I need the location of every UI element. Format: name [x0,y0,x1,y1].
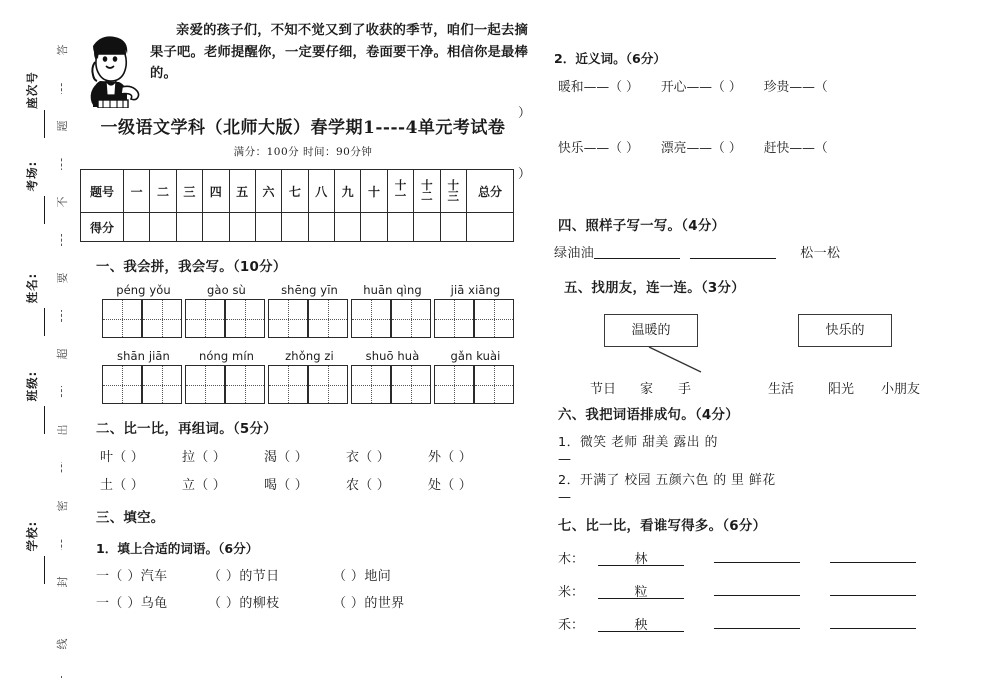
radical-label-2: 米： [558,585,585,601]
radical-blank-2b[interactable] [830,578,916,596]
seal-char-8: 封 [52,550,72,614]
compare-word-9[interactable]: 农（ ） [346,478,390,493]
fill-phrase-5[interactable]: （ ）的柳枝 [208,596,280,611]
radical-label-3: 禾： [558,618,585,634]
radical-given-3: 秧 [598,614,684,632]
score-col-4: 四 [203,170,229,213]
tianzige-cell[interactable] [351,365,391,404]
pinyin-2-5: gǎn kuài [450,349,501,363]
tianzige-pair-7[interactable] [185,365,265,404]
score-col-1: 一 [124,170,150,213]
paper-title: 一级语文学科（北师大版）春学期1----4单元考试卷 [100,118,506,138]
paper-subtitle: 满分：100分 时间：90分钟 [233,146,373,158]
score-col-5: 五 [229,170,255,213]
section-3-sub1-row-2 [96,592,528,611]
score-col-12-top: 十 [421,177,433,192]
compare-word-5[interactable]: 外（ ） [428,450,472,465]
seal-char-3: 不 [52,170,72,234]
score-col-11-bottom: 一 [394,189,407,203]
score-col-12 [414,170,440,213]
radical-given-2: 粒 [598,581,684,599]
score-cell-9[interactable] [335,213,361,242]
score-table-header-row [81,170,514,213]
tianzige-cell[interactable] [391,299,431,338]
tianzige-cell[interactable] [474,365,514,404]
radical-blank-1b[interactable] [830,545,916,563]
match-word-4[interactable]: 生活 [768,382,795,398]
tianzige-pair-6[interactable] [102,365,182,404]
synonym-6[interactable]: 赶快——（ [763,140,828,156]
section-2-row-2 [100,474,528,493]
pinyin-1-4: huān qìng [363,283,422,297]
section-3-sub1-row-1 [96,565,528,584]
section-7-heading: 七、比一比，看谁写得多。（6分） [558,519,767,535]
tianzige-cell[interactable] [434,365,474,404]
synonym-row-1-tail: ） [518,106,531,122]
section-7-row-3 [558,611,986,633]
cartoon-girl-icon [84,34,146,108]
tianzige-pair-1[interactable] [102,299,182,338]
score-row-label-2: 得分 [81,213,124,242]
section-1-pinyin-row-2 [102,349,528,363]
seal-char-2: 题 [52,94,72,158]
section-6-question-2[interactable]: 2．开满了 校园 五颜六色 的 里 鲜花 [558,473,776,489]
score-cell-7[interactable] [282,213,308,242]
compare-word-10[interactable]: 处（ ） [428,478,472,493]
score-col-3: 三 [176,170,202,213]
match-word-1[interactable]: 节日 [590,382,617,398]
score-col-total: 总分 [467,170,514,213]
pinyin-2-1: shān jiān [117,349,170,363]
section-1-grid-row-1 [102,299,528,338]
section-1-grid-row-2 [102,365,528,404]
synonym-1[interactable]: 暖和——（ ） [558,80,639,95]
margin-label-room: 考场: [25,160,39,192]
radical-blank-1a[interactable] [714,545,800,563]
seal-char-5: 超 [52,322,72,386]
score-col-8: 八 [308,170,334,213]
tianzige-pair-8[interactable] [268,365,348,404]
fill-phrase-2[interactable]: （ ）的节日 [208,569,280,584]
tianzige-cell[interactable] [102,365,142,404]
seal-char-6: 出 [52,398,72,462]
tianzige-cell[interactable] [102,299,142,338]
tianzige-cell[interactable] [268,365,308,404]
radical-label-1: 木： [558,552,585,568]
compare-word-6[interactable]: 土（ ） [100,478,144,493]
compare-word-8[interactable]: 喝（ ） [264,478,308,493]
section-6-question-1[interactable]: 1．微笑 老师 甜美 露出 的 [558,435,718,451]
synonym-3[interactable]: 珍贵——（ [763,80,828,95]
score-col-13 [440,170,467,213]
margin-label-seat: 座次号 [25,71,39,109]
tianzige-pair-5[interactable] [434,299,514,338]
compare-word-3[interactable]: 渴（ ） [264,450,308,465]
score-col-13-top: 十 [447,177,459,192]
tianzige-pair-10[interactable] [434,365,514,404]
radical-blank-3a[interactable] [714,611,800,629]
score-col-9: 九 [335,170,361,213]
pinyin-1-3: shēng yīn [281,283,338,297]
tianzige-pair-3[interactable] [268,299,348,338]
score-cell-10[interactable] [361,213,387,242]
score-cell-3[interactable] [176,213,202,242]
margin-rule-2 [44,196,45,224]
score-col-11-top: 十 [394,177,407,192]
pinyin-2-3: zhǒng zi [285,349,334,363]
radical-blank-3b[interactable] [830,611,916,629]
compare-word-7[interactable]: 立（ ） [182,478,226,493]
tianzige-pair-4[interactable] [351,299,431,338]
margin-label-name: 姓名: [25,272,39,304]
score-col-2: 二 [150,170,176,213]
section-4-example-1: 绿油油 [554,246,595,262]
section-6-answer-2[interactable]: — [558,490,571,506]
left-column [78,20,528,611]
seal-char-9: 线 [52,612,72,676]
seal-char-1: 答 [52,18,72,82]
score-cell-8[interactable] [308,213,334,242]
section-4-row [554,242,986,261]
compare-word-2[interactable]: 拉（ ） [182,450,226,465]
section-2-heading: 二、比一比，再组词。（5分） [96,422,277,437]
margin-rule-1 [44,110,45,138]
margin-rule-3 [44,308,45,336]
paper-header [78,20,528,104]
section-1-heading: 一、我会拼，我会写。（10分） [96,260,287,275]
tianzige-pair-9[interactable] [351,365,431,404]
match-word-3[interactable]: 手 [678,382,692,398]
radical-given-1: 林 [598,548,684,566]
section-4-blank-2[interactable] [690,245,776,259]
match-word-5[interactable]: 阳光 [828,382,855,398]
margin-student-info [18,0,46,692]
score-cell-1[interactable] [124,213,150,242]
tianzige-cell[interactable] [391,365,431,404]
seal-line-column [52,18,72,678]
score-col-11 [387,170,413,213]
seal-char-4: 要 [52,246,72,310]
tianzige-cell[interactable] [225,365,265,404]
tianzige-cell[interactable] [142,299,182,338]
section-7-row-2 [558,578,986,600]
pinyin-1-5: jiā xiāng [450,283,501,297]
compare-word-1[interactable]: 叶（ ） [100,450,144,465]
score-cell-12[interactable] [414,213,440,242]
tianzige-cell[interactable] [142,365,182,404]
match-box-right[interactable]: 快乐的 [798,314,892,347]
tianzige-cell[interactable] [351,299,391,338]
score-cell-6[interactable] [255,213,281,242]
match-word-6[interactable]: 小朋友 [881,382,921,398]
section-4-blank-1[interactable] [594,245,680,259]
fill-phrase-3[interactable]: （ ）地问 [333,569,392,584]
section-4-example-2: 松一松 [800,246,841,262]
pinyin-2-2: nóng mín [198,349,255,363]
score-col-10: 十 [361,170,387,213]
score-cell-total[interactable] [467,213,514,242]
score-cell-11[interactable] [387,213,413,242]
seal-char-7: 密 [52,474,72,538]
score-cell-4[interactable] [203,213,229,242]
score-col-7: 七 [282,170,308,213]
pinyin-1-2: gào sù [207,283,246,297]
section-5-heading: 五、找朋友，连一连。（3分） [564,281,745,297]
tianzige-cell[interactable] [185,365,225,404]
fill-phrase-1[interactable]: 一（ ）汽车 [96,569,168,584]
section-6-heading: 六、我把词语排成句。（4分） [558,408,739,424]
tianzige-cell[interactable] [474,299,514,338]
tianzige-cell[interactable] [225,299,265,338]
score-col-13-bottom: 三 [447,189,459,203]
teacher-notice [150,20,528,85]
teacher-notice-text: 亲爱的孩子们，不知不觉又到了收获的季节，咱们一起去摘果子吧。老师提醒你，一定要仔细，卷面要干净。相信你是最棒的。 [150,23,528,82]
score-cell-13[interactable] [440,213,467,242]
section-3-sub1-heading: 1．填上合适的词语。（6分） [96,541,259,556]
section-4-heading: 四、照样子写一写。（4分） [558,219,726,235]
score-table-score-row [81,213,514,242]
section-3-heading: 三、填空。 [96,511,165,526]
section-2-row-1 [100,446,528,465]
score-col-6: 六 [255,170,281,213]
score-cell-5[interactable] [229,213,255,242]
score-col-12-bottom: 二 [421,189,433,203]
section-6-answer-1[interactable]: — [558,452,571,468]
score-cell-2[interactable] [150,213,176,242]
margin-rule-5 [44,556,45,584]
synonym-5[interactable]: 漂亮——（ ） [660,140,742,156]
score-row-label-1: 题号 [81,170,124,213]
section-7-row-1 [558,545,986,567]
fill-phrase-4[interactable]: 一（ ）乌龟 [96,596,168,611]
match-word-2[interactable]: 家 [640,382,654,398]
section-3-sub2-heading: 2．近义词。（6分） [554,51,666,66]
synonym-row-2-tail: ） [518,166,531,182]
synonym-row-2 [558,137,986,161]
margin-label-school: 学校: [25,520,39,552]
tianzige-cell[interactable] [185,299,225,338]
tianzige-pair-2[interactable] [185,299,265,338]
pinyin-1-1: péng yǒu [116,283,171,297]
right-column [518,48,986,634]
tianzige-cell[interactable] [308,365,348,404]
margin-rule-4 [44,406,45,434]
tianzige-cell[interactable] [308,299,348,338]
fill-phrase-6[interactable]: （ ）的世界 [333,596,405,611]
score-table [80,169,514,242]
synonym-2[interactable]: 开心——（ ） [660,80,742,95]
synonym-row-1 [558,76,986,100]
section-5-match-area [536,304,986,398]
compare-word-4[interactable]: 衣（ ） [346,450,390,465]
match-box-left[interactable]: 温暖的 [604,314,698,347]
tianzige-cell[interactable] [268,299,308,338]
synonym-4[interactable]: 快乐——（ ） [558,140,639,156]
radical-blank-2a[interactable] [714,578,800,596]
section-1-pinyin-row-1 [102,283,528,297]
pinyin-2-4: shuō huà [365,349,420,363]
margin-label-class: 班级: [25,370,39,402]
tianzige-cell[interactable] [434,299,474,338]
